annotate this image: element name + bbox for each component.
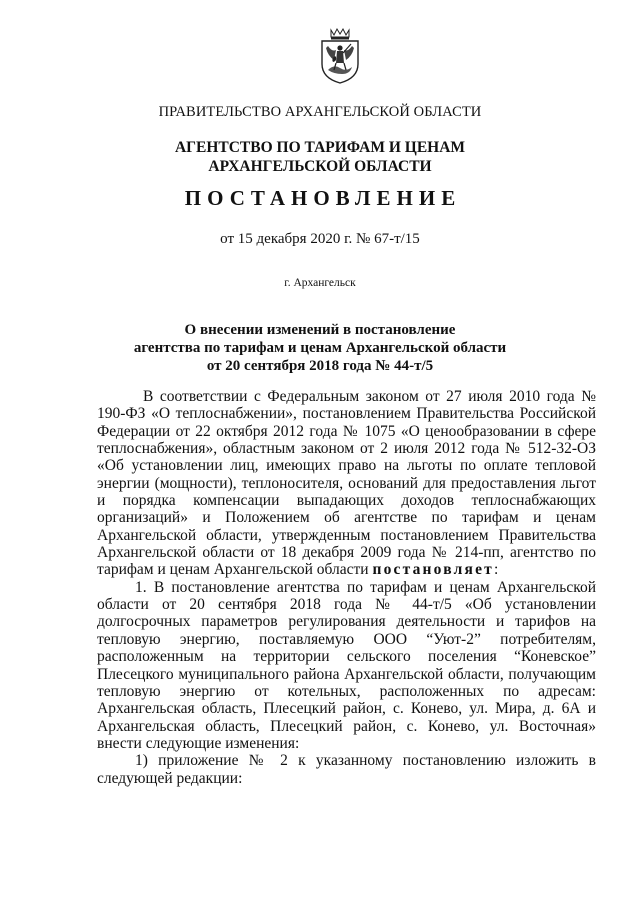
city-name: г. Архангельск — [284, 277, 356, 289]
title-line-3: от 20 сентября 2018 года № 44-т/5 — [206, 358, 434, 374]
agency-line-2: АРХАНГЕЛЬСКОЙ ОБЛАСТИ — [208, 158, 432, 175]
document-title — [0, 321, 640, 375]
paragraph-item-1: 1. В постановление агентства по тарифам и ценам Архангельской области от 20 сентября 2018 года № 44-т/5 «Об установлении долгосрочных параметров регулирования деятельности и тарифов на тепловую энергию, поставляемую ООО “Уют-2” потребителям, расположенным на территории сельского поселения “Коневское” Плесецкого муниципального района Архангельской области, получающим тепловую энергию от котельных, расположенных по адресам: Архангельская область, Плесецкий район, с. Конево, ул. Мира, д. 6А и Архангельская область, Плесецкий район, с. Конево, ул. Восточная» внести следующие изменения: — [97, 578, 596, 752]
coat-of-arms-icon — [314, 26, 366, 86]
paragraph-subitem-1: 1) приложение № 2 к указанному постановлению изложить в следующей редакции: — [97, 752, 596, 787]
paragraph-preamble — [97, 388, 596, 579]
resolves-colon: : — [494, 561, 499, 579]
date-number: от 15 декабря 2020 г. № 67-т/15 — [220, 231, 420, 247]
preamble-text: В соответствии с Федеральным законом от 27 июля 2010 года № 190-ФЗ «О теплоснабжении», постановлением Правительства Российской Федерации от 22 октября 2012 года № 1075 «О ценообразовании в сфере теплоснабжения», областным законом от 2 июля 2012 года № 512-32-ОЗ «Об установлении лиц, имеющих право на льготы по оплате тепловой энергии (мощности), теплоносителя, оснований для предоставления льгот и порядка компенсации выпадающих доходов теплоснабжающих организаций» и Положением об агентстве по тарифам и ценам Архангельской области, утвержденным постановлением Правительства Архангельской области от 18 декабря 2009 года № 214-пп, агентство по тарифам и ценам Архангельской области — [97, 388, 596, 579]
title-line-2: агентства по тарифам и ценам Архангельской области — [133, 340, 507, 356]
document-type: ПОСТАНОВЛЕНИЕ — [184, 186, 462, 210]
government-name: ПРАВИТЕЛЬСТВО АРХАНГЕЛЬСКОЙ ОБЛАСТИ — [158, 104, 482, 120]
title-line-1: О внесении изменений в постановление — [184, 322, 456, 338]
agency-line-1: АГЕНТСТВО ПО ТАРИФАМ И ЦЕНАМ — [174, 139, 466, 156]
agency-name — [0, 138, 640, 176]
document-body — [97, 388, 596, 787]
resolves-word: постановляет — [372, 561, 494, 579]
